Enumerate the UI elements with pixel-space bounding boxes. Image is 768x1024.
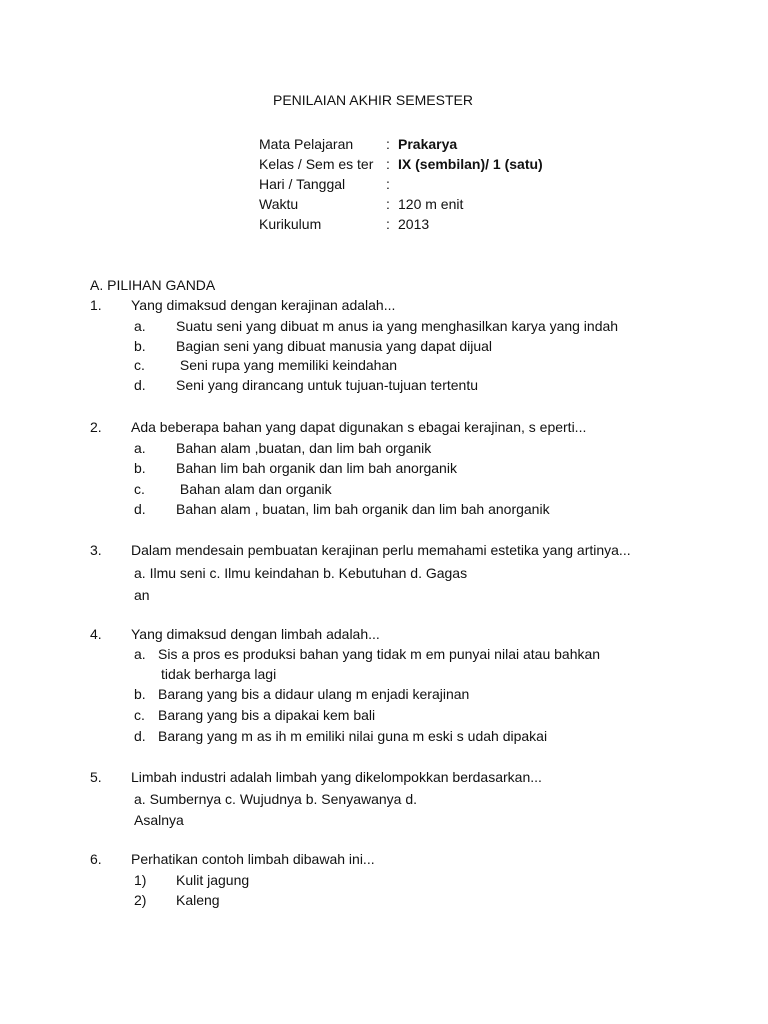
option-text: Barang yang m as ih m emiliki nilai guna m eski s udah dipakai (158, 728, 548, 744)
option-text: Bahan alam dan organik (176, 481, 332, 497)
info-colon: : (386, 216, 390, 232)
info-label-date: Hari / Tanggal (259, 176, 346, 192)
option-text: Bahan lim bah organik dan lim bah anorganik (176, 460, 457, 476)
info-colon: : (386, 136, 390, 152)
option-letter: d. (134, 728, 146, 744)
option-text-continued: tidak berharga lagi (161, 666, 277, 682)
question-number: 1. (90, 297, 102, 313)
question-number: 3. (90, 542, 102, 558)
answer-line: a. Sumbernya c. Wujudnya b. Senyawanya d. (134, 791, 418, 807)
option-text: Seni rupa yang memiliki keindahan (176, 357, 398, 373)
question-text: Yang dimaksud dengan limbah adalah... (131, 626, 380, 642)
question-text: Dalam mendesain pembuatan kerajinan perlu memahami estetika yang artinya... (131, 542, 631, 558)
question-number: 6. (90, 851, 102, 867)
answer-line: a. Ilmu seni c. Ilmu keindahan b. Kebutuhan d. Gagas (134, 565, 468, 581)
info-colon: : (386, 196, 390, 212)
info-value-subject: Prakarya (398, 136, 458, 152)
option-letter: b. (134, 460, 146, 476)
option-letter: a. (134, 440, 146, 456)
option-text: Sis a pros es produksi bahan yang tidak m em punyai nilai atau bahkan (158, 646, 601, 662)
question-number: 5. (90, 769, 102, 785)
option-text: Barang yang bis a didaur ulang m enjadi kerajinan (158, 686, 470, 702)
option-text: Seni yang dirancang untuk tujuan-tujuan tertentu (176, 377, 478, 393)
option-letter: b. (134, 338, 146, 354)
question-number: 4. (90, 626, 102, 642)
info-label-curriculum: Kurikulum (259, 216, 322, 232)
answer-line: an (134, 587, 150, 603)
option-text: Bagian seni yang dibuat manusia yang dapat dijual (176, 338, 493, 354)
question-text: Ada beberapa bahan yang dapat digunakan s ebagai kerajinan, s eperti... (131, 419, 587, 435)
option-letter: a. (134, 318, 146, 334)
option-letter: c. (134, 707, 145, 723)
item-text: Kaleng (176, 892, 220, 908)
question-text: Limbah industri adalah limbah yang dikelompokkan berdasarkan... (131, 769, 542, 785)
option-text: Bahan alam ,buatan, dan lim bah organik (176, 440, 432, 456)
option-letter: d. (134, 501, 146, 517)
info-label-time: Waktu (259, 196, 299, 212)
answer-line: Asalnya (134, 812, 184, 828)
item-number: 2) (134, 892, 147, 908)
option-letter: c. (134, 481, 145, 497)
info-value-curriculum: 2013 (398, 216, 430, 232)
question-text: Perhatikan contoh limbah dibawah ini... (131, 851, 375, 867)
option-text: Suatu seni yang dibuat m anus ia yang menghasilkan karya yang indah (176, 318, 619, 334)
option-letter: b. (134, 686, 146, 702)
section-title: A. PILIHAN GANDA (90, 277, 216, 293)
option-text: Bahan alam , buatan, lim bah organik dan lim bah anorganik (176, 501, 550, 517)
info-colon: : (386, 176, 390, 192)
question-text: Yang dimaksud dengan kerajinan adalah... (131, 297, 396, 313)
item-text: Kulit jagung (176, 872, 250, 888)
option-letter: d. (134, 377, 146, 393)
info-label-subject: Mata Pelajaran (259, 136, 354, 152)
item-number: 1) (134, 872, 147, 888)
info-value-time: 120 m enit (398, 196, 464, 212)
info-value-class: IX (sembilan)/ 1 (satu) (398, 156, 543, 172)
exam-title: PENILAIAN AKHIR SEMESTER (273, 92, 473, 108)
info-label-class: Kelas / Sem es ter (259, 156, 374, 172)
option-letter: c. (134, 357, 145, 373)
option-text: Barang yang bis a dipakai kem bali (158, 707, 376, 723)
option-letter: a. (134, 646, 146, 662)
info-colon: : (386, 156, 390, 172)
question-number: 2. (90, 419, 102, 435)
